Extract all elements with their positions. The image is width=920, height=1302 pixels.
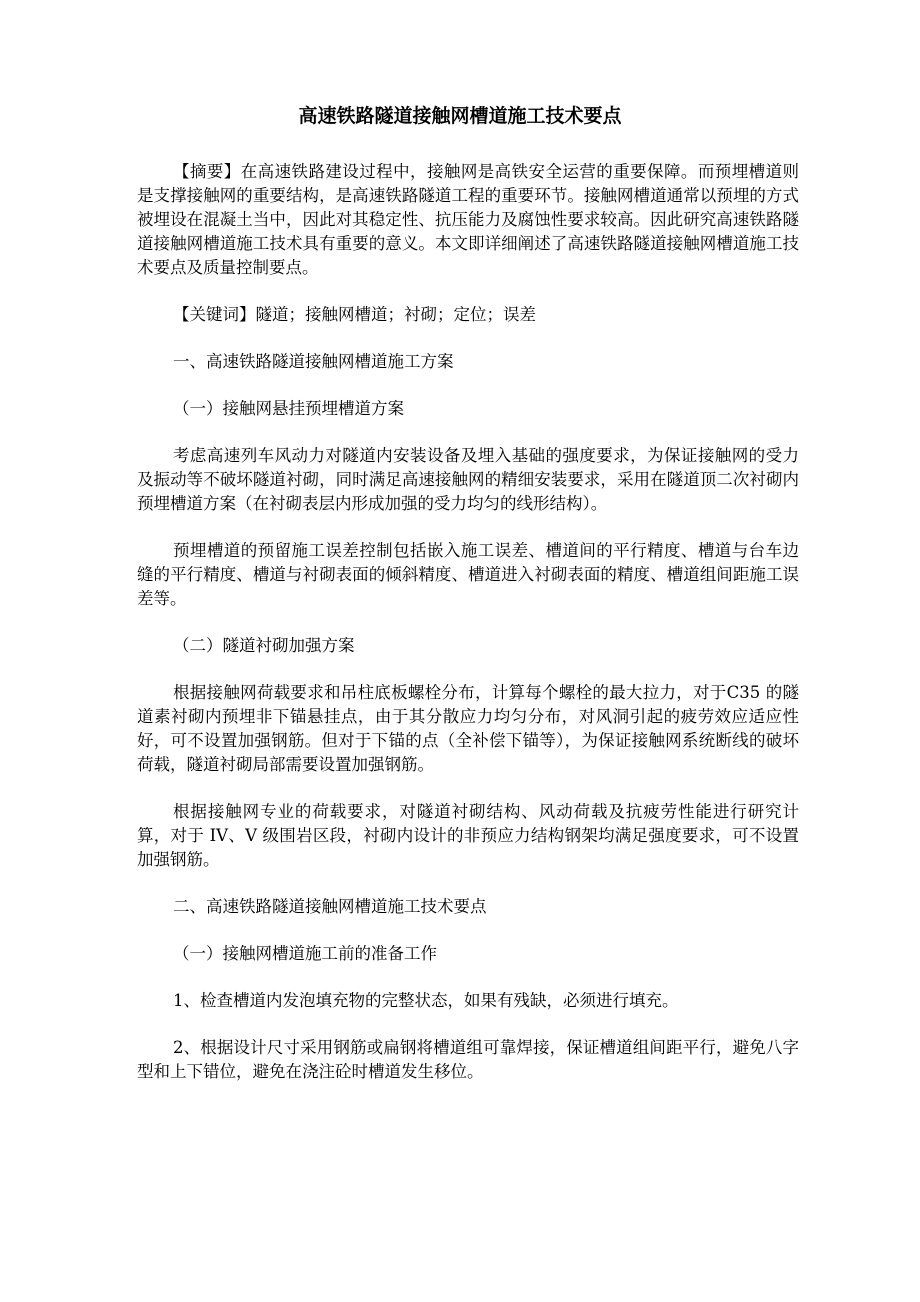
list-item-2: 2、根据设计尺寸采用钢筋或扁钢将槽道组可靠焊接，保证槽道组间距平行，避免八字型和上下错位，避免在浇注砼时槽道发生移位。 [137, 1038, 799, 1081]
body-paragraph: 预埋槽道的预留施工误差控制包括嵌入施工误差、槽道间的平行精度、槽道与台车边缝的平行精度、槽道与衬砌表面的倾斜精度、槽道进入衬砌表面的精度、槽道组间距施工误差等。 [137, 541, 799, 608]
document-title: 高速铁路隧道接触网槽道施工技术要点 [298, 105, 622, 127]
abstract-paragraph: 【摘要】在高速铁路建设过程中，接触网是高铁安全运营的重要保障。而预埋槽道则是支撑接触网的重要结构，是高速铁路隧道工程的重要环节。接触网槽道通常以预埋的方式被埋设在混凝土当中，因此对其稳定性、抗压能力及腐蚀性要求较高。因此研究高速铁路隧道接触网槽道施工技术具有重要的意义。本文即详细阐述了高速铁路隧道接触网槽道施工技术要点及质量控制要点。 [137, 162, 799, 277]
section-heading-1: 一、高速铁路隧道接触网槽道施工方案 [173, 352, 454, 371]
body-paragraph: 根据接触网专业的荷载要求，对隧道衬砌结构、风动荷载及抗疲劳性能进行研究计算，对于 IV、V 级围岩区段，衬砌内设计的非预应力结构钢架均满足强度要求，可不设置加强钢筋。 [137, 802, 799, 869]
subsection-heading-1-2: （二）隧道衬砌加强方案 [173, 636, 355, 655]
section-heading-2: 二、高速铁路隧道接触网槽道施工技术要点 [173, 897, 487, 916]
body-paragraph: 根据接触网荷载要求和吊柱底板螺栓分布，计算每个螺栓的最大拉力，对于C35 的隧道素衬砌内预埋非下锚悬挂点，由于其分散应力均匀分布，对风洞引起的疲劳效应适应性好，可不设置加强钢筋。但对于下锚的点（全补偿下锚等），为保证接触网系统断线的破坏荷载，隧道衬砌局部需要设置加强钢筋。 [137, 683, 799, 774]
body-paragraph: 考虑高速列车风动力对隧道内安装设备及埋入基础的强度要求，为保证接触网的受力及振动等不破坏隧道衬砌，同时满足高速接触网的精细安装要求，采用在隧道顶二次衬砌内预埋槽道方案（在衬砌表层内形成加强的受力均匀的线形结构）。 [137, 446, 799, 513]
subsection-heading-2-1: （一）接触网槽道施工前的准备工作 [173, 944, 437, 963]
document-body [137, 160, 799, 1084]
subsection-heading-1-1: （一）接触网悬挂预埋槽道方案 [173, 399, 404, 418]
list-item-1: 1、检查槽道内发泡填充物的完整状态，如果有残缺，必须进行填充。 [173, 991, 679, 1010]
keywords-paragraph: 【关键词】隧道；接触网槽道；衬砌；定位；误差 [173, 305, 536, 324]
